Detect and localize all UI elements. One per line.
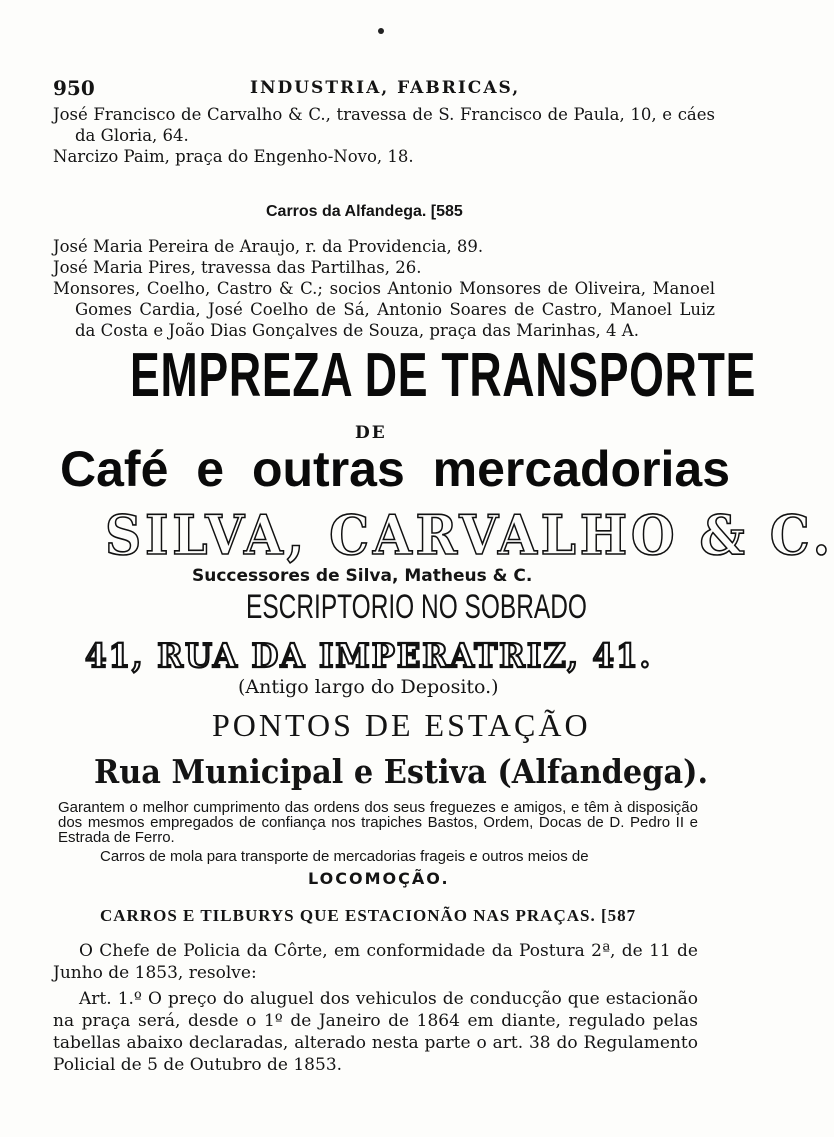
ad-de: DE <box>355 423 387 443</box>
directory-entry: Monsores, Coelho, Castro & C.; socios Antonio Monsores de Oliveira, Manoel Gomes Cardia, José Coelho de Sá, Antonio Soares de Castro, Manoel Luiz da Costa e João Dias Gonçalves de Souza, praça das Marinhas, 4 A. <box>53 279 715 340</box>
paragraph-article: Art. 1.º O preço do aluguel dos vehiculos de conducção que estacionão na praça será, desde o 1º de Janeiro de 1864 em diante, regulado pelas tabellas abaixo declaradas, alterado nesta parte o art. 38 do Regulamento Policial de 5 de Outubro de 1853. <box>53 989 698 1075</box>
directory-entry: José Francisco de Carvalho & C., travessa de S. Francisco de Paula, 10, e cáes da Gloria, 64. <box>53 105 715 145</box>
directory-entry: José Maria Pires, travessa das Partilhas, 26. <box>53 258 422 277</box>
ad-successors: Successores de Silva, Matheus & C. <box>192 566 533 586</box>
page-mark <box>378 28 384 34</box>
section-heading: CARROS E TILBURYS QUE ESTACIONÃO NAS PRAÇAS. [587 <box>100 906 637 925</box>
ad-stations: Rua Municipal e Estiva (Alfandega). <box>94 752 709 791</box>
ad-carts: Carros de mola para transporte de mercadorias frageis e outros meios de <box>100 848 589 865</box>
ad-address: 41, RUA DA IMPERATRIZ, 41. <box>85 636 653 675</box>
directory-entry: José Maria Pereira de Araujo, r. da Providencia, 89. <box>53 237 484 256</box>
page-number: 950 <box>53 76 95 100</box>
running-title: INDUSTRIA, FABRICAS, <box>250 78 521 98</box>
ad-office: ESCRIPTORIO NO SOBRADO <box>246 588 587 626</box>
ad-guarantee: Garantem o melhor cumprimento das ordens dos seus freguezes e amigos, e têm à disposição dos mesmos empregados de confiança nos trapiches Bastos, Ordem, Docas de D. Pedro II e Estrada de Ferro. <box>58 799 698 846</box>
ad-former-name: (Antigo largo do Deposito.) <box>238 676 499 698</box>
directory-entry: Narcizo Paim, praça do Engenho-Novo, 18. <box>53 147 414 166</box>
ad-stations-title: PONTOS DE ESTAÇÃO <box>212 707 591 743</box>
ad-subject: Café e outras mercadorias <box>60 441 731 497</box>
section-heading: Carros da Alfandega. [585 <box>266 203 463 220</box>
ad-firm-name: SILVA, CARVALHO & C. <box>105 503 834 567</box>
ad-headline: EMPREZA DE TRANSPORTE <box>130 341 757 410</box>
ad-locomotion: LOCOMOÇÃO. <box>308 869 450 888</box>
paragraph-intro: O Chefe de Policia da Côrte, em conformidade da Postura 2ª, de 11 de Junho de 1853, resolve: <box>53 941 698 983</box>
